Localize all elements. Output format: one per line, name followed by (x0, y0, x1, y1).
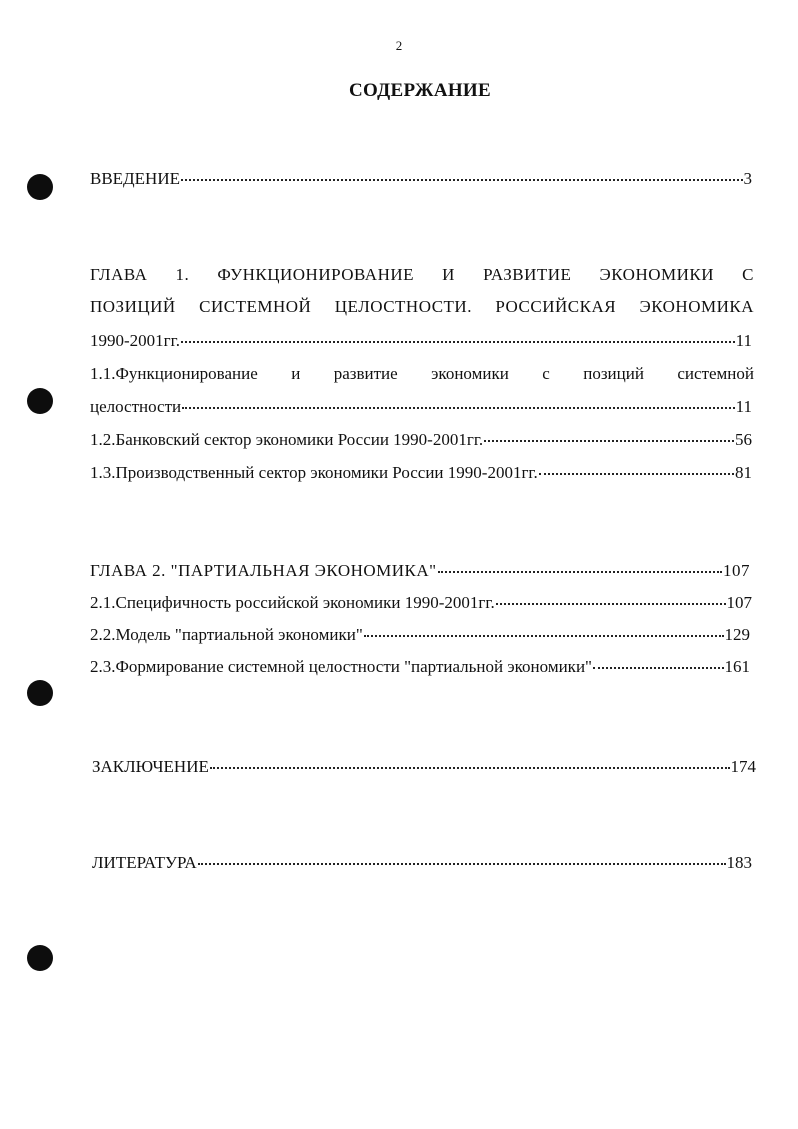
page-number: 2 (395, 38, 403, 53)
punch-hole-icon (27, 388, 53, 414)
toc-entry-literature (92, 852, 752, 874)
toc-page: 161 (724, 657, 750, 676)
toc-chapter1-line1: ГЛАВА 1. ФУНКЦИОНИРОВАНИЕ И РАЗВИТИЕ ЭКОНОМИКИ С (90, 265, 754, 284)
toc-page: 81 (735, 463, 752, 482)
toc-label: ЛИТЕРАТУРА (92, 853, 197, 872)
toc-label: ЗАКЛЮЧЕНИЕ (92, 757, 209, 776)
toc-entry-chapter2 (90, 560, 750, 582)
leader-dots (364, 635, 724, 637)
toc-entry-2-2 (90, 624, 750, 646)
punch-hole-icon (27, 680, 53, 706)
toc-label: ГЛАВА 2. "ПАРТИАЛЬНАЯ ЭКОНОМИКА" (90, 561, 437, 580)
punch-hole-icon (27, 174, 53, 200)
toc-label: ВВЕДЕНИЕ (90, 169, 180, 188)
toc-page: 11 (735, 397, 752, 416)
toc-chapter1-line2: ПОЗИЦИЙ СИСТЕМНОЙ ЦЕЛОСТНОСТИ. РОССИЙСКАЯ ЭКОНОМИКА (90, 297, 754, 316)
punch-hole-icon (27, 945, 53, 971)
toc-page: 107 (723, 561, 750, 580)
toc-label: 2.1.Специфичность российской экономики 1990-2001гг. (90, 593, 495, 612)
toc-label: 1990-2001гг. (90, 331, 180, 350)
toc-entry-intro (90, 168, 752, 190)
page-title: СОДЕРЖАНИЕ (349, 80, 491, 101)
toc-page: 56 (735, 430, 752, 449)
leader-dots (593, 667, 724, 669)
toc-label: 2.3.Формирование системной целостности "партиальной экономики" (90, 657, 592, 676)
toc-page: 129 (724, 625, 750, 644)
toc-page: 107 (726, 593, 752, 612)
leader-dots (539, 473, 734, 475)
toc-entry-2-1 (90, 592, 752, 614)
toc-entry-1-3 (90, 462, 752, 484)
toc-entry-conclusion (92, 756, 756, 778)
toc-entry-chapter1 (90, 330, 752, 352)
toc-page: 11 (735, 331, 752, 350)
toc-entry-2-3 (90, 656, 750, 678)
toc-label: 1.2.Банковский сектор экономики России 1990-2001гг. (90, 430, 484, 449)
toc-page: 3 (743, 169, 752, 188)
leader-dots (210, 767, 730, 769)
leader-dots (438, 571, 722, 573)
toc-section-1-1-line1: 1.1.Функционирование и развитие экономики с позиций системной (90, 364, 754, 383)
leader-dots (496, 603, 726, 605)
leader-dots (181, 341, 735, 343)
leader-dots (182, 407, 735, 409)
leader-dots (198, 863, 726, 865)
toc-label: целостности (90, 397, 182, 416)
toc-label: 1.3.Производственный сектор экономики России 1990-2001гг. (90, 463, 538, 482)
toc-page: 174 (730, 757, 756, 776)
leader-dots (181, 179, 743, 181)
toc-entry-1-2 (90, 429, 752, 451)
leader-dots (484, 440, 734, 442)
toc-page: 183 (726, 853, 752, 872)
toc-label: 2.2.Модель "партиальной экономики" (90, 625, 363, 644)
toc-entry-1-1 (90, 396, 752, 418)
